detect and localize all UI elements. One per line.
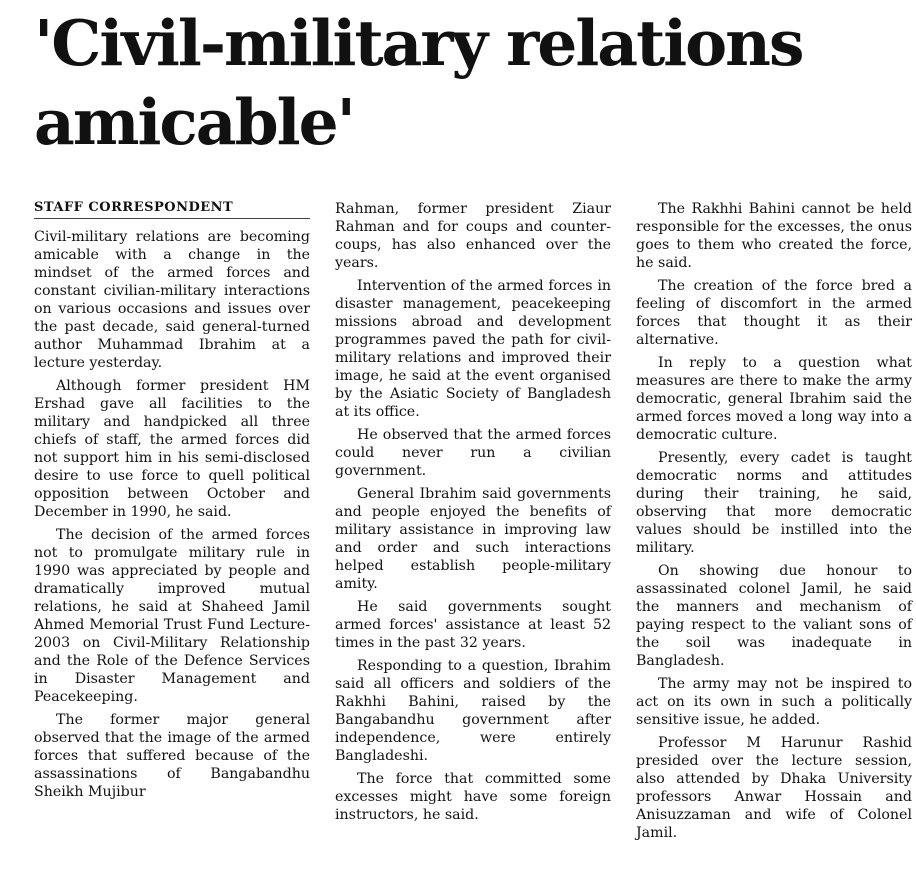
article-paragraph: Intervention of the armed forces in disaster management, peacekeeping missions abroad and development programmes paved the path for civil-military relations and improved their image, he said at the event organised by the Asiatic Society of Bangladesh at its office. bbox=[335, 278, 611, 420]
article-paragraph: He said governments sought armed forces' assistance at least 52 times in the past 32 years. bbox=[335, 599, 611, 651]
article-column-2 bbox=[335, 200, 611, 829]
article-paragraph: Professor M Harunur Rashid presided over the lecture session, also attended by Dhaka University professors Anwar Hossain and Anisuzzaman and wife of Colonel Jamil. bbox=[636, 735, 912, 841]
article-paragraph: Responding to a question, Ibrahim said all officers and soldiers of the Rakhhi Bahini, raised by the Bangabandhu government after independence, were entirely Bangladeshi. bbox=[335, 658, 611, 764]
article-paragraph: The army may not be inspired to act on its own in such a politically sensitive issue, he added. bbox=[636, 676, 912, 728]
article-paragraph: In reply to a question what measures are there to make the army democratic, general Ibrahim said the armed forces moved a long way into a democratic culture. bbox=[636, 355, 912, 443]
article-paragraph: On showing due honour to assassinated colonel Jamil, he said the manners and mechanism of paying respect to the valiant sons of the soil was inadequate in Bangladesh. bbox=[636, 563, 912, 669]
article-paragraph: Rahman, former president Ziaur Rahman and for coups and counter-coups, has also enhanced over the years. bbox=[335, 201, 611, 271]
article-paragraph: The former major general observed that the image of the armed forces that suffered because of the assassinations of Bangabandhu Sheikh Mujibur bbox=[34, 712, 310, 800]
article-paragraph: He observed that the armed forces could never run a civilian government. bbox=[335, 427, 611, 479]
article-paragraph: Civil-military relations are becoming amicable with a change in the mindset of the armed forces and constant civilian-military interactions on various occasions and issues over the past decade, said general-turned author Muhammad Ibrahim at a lecture yesterday. bbox=[34, 229, 310, 371]
article-column-3 bbox=[636, 200, 912, 847]
article-column-1 bbox=[34, 200, 310, 806]
article-paragraph: The Rakhhi Bahini cannot be held responsible for the excesses, the onus goes to them who created the force, he said. bbox=[636, 201, 912, 271]
byline: STAFF CORRESPONDENT bbox=[34, 200, 310, 219]
article-paragraph: The creation of the force bred a feeling of discomfort in the armed forces that thought it as their alternative. bbox=[636, 278, 912, 348]
headline: 'Civil-military relations amicable' bbox=[34, 6, 803, 159]
article-paragraph: General Ibrahim said governments and people enjoyed the benefits of military assistance in improving law and order and such interactions helped establish people-military amity. bbox=[335, 486, 611, 592]
article-paragraph: The force that committed some excesses might have some foreign instructors, he said. bbox=[335, 771, 611, 823]
article-paragraph: Presently, every cadet is taught democratic norms and attitudes during their training, he said, observing that more democratic values should be instilled into the military. bbox=[636, 450, 912, 556]
article-paragraph: The decision of the armed forces not to promulgate military rule in 1990 was appreciated by people and dramatically improved mutual relations, he said at Shaheed Jamil Ahmed Memorial Trust Fund Lecture-2003 on Civil-Military Relationship and the Role of the Defence Services in Disaster Management and Peacekeeping. bbox=[34, 527, 310, 705]
article-paragraph: Although former president HM Ershad gave all facilities to the military and handpicked all three chiefs of staff, the armed forces did not support him in his semi-disclosed desire to use force to quell political opposition between October and December in 1990, he said. bbox=[34, 378, 310, 520]
